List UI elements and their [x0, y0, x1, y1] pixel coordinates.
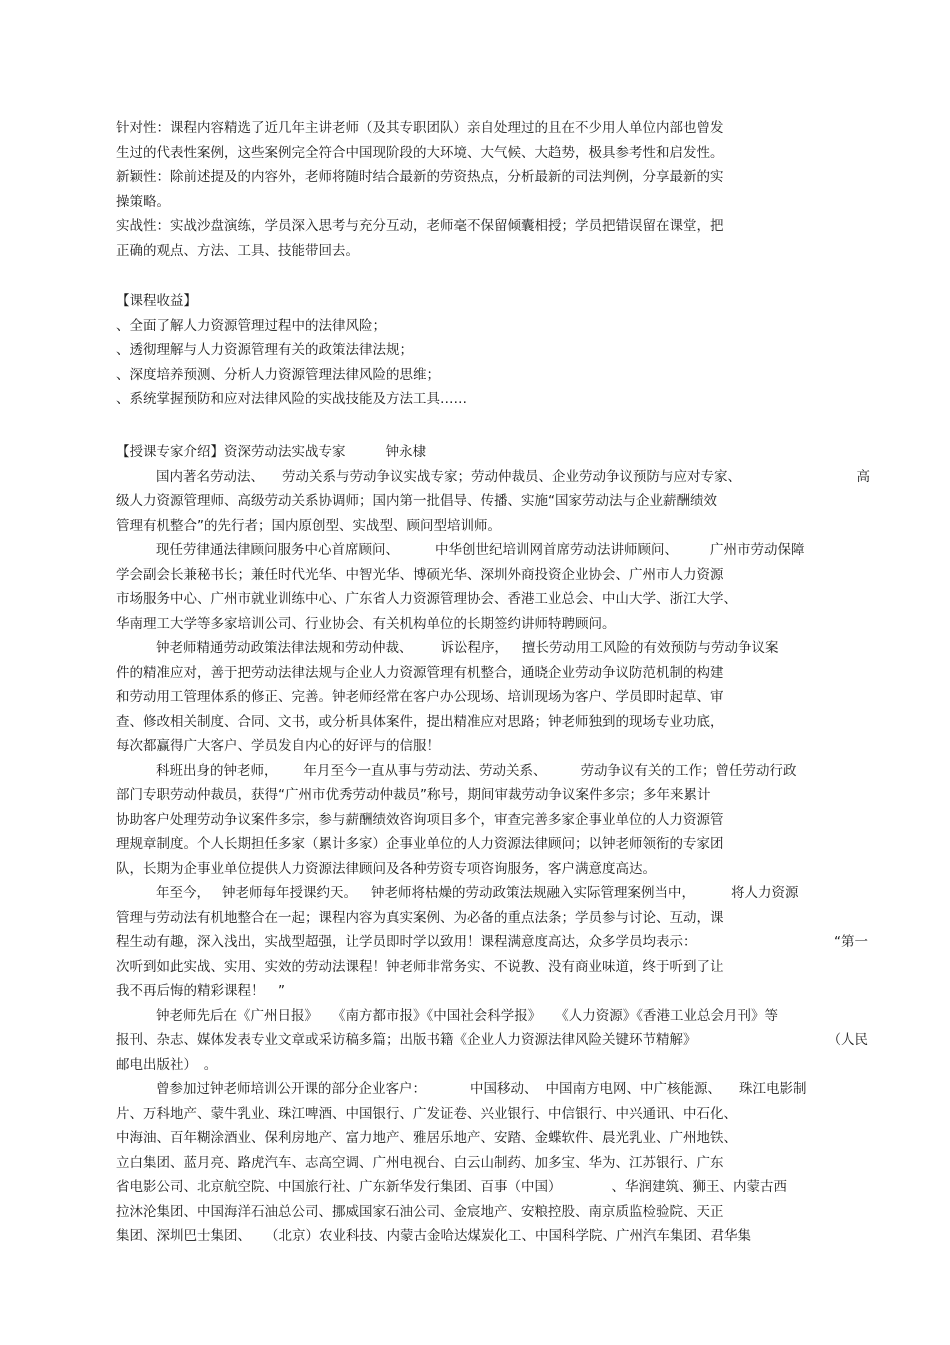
paragraph-line — [116, 759, 876, 784]
section-heading — [116, 440, 876, 465]
paragraph-line: 队，长期为企事业单位提供人力资源法律顾问及各种劳资专项咨询服务，客户满意度高达。 — [116, 860, 656, 877]
text-span: 、华润建筑、狮王、内蒙古西 — [611, 1179, 787, 1195]
feature-line: 操策略。 — [116, 193, 170, 210]
text-span: 曾参加过钟老师培训公开课的部分企业客户： — [156, 1081, 426, 1097]
paragraph-line: 拉沐沦集团、中国海洋石油总公司、挪威国家石油公司、金宸地产、安粮控股、南京质监检验院、天正 — [116, 1203, 724, 1220]
benefit-item: 、深度培养预测、分析人力资源管理法律风险的思维； — [116, 366, 440, 383]
text-span: （人民 — [827, 1032, 868, 1048]
paragraph-line — [116, 538, 876, 563]
text-span: “第一 — [834, 934, 868, 950]
text-span: 诉讼程序， — [440, 640, 508, 656]
paragraph-line — [116, 881, 876, 906]
expert-name: 钟永棣 — [385, 444, 426, 460]
paragraph-line: 片、万科地产、蒙牛乳业、珠江啤酒、中国银行、广发证卷、兴业银行、中信银行、中兴通讯、中石化、 — [116, 1105, 737, 1122]
paragraph-line: 每次都赢得广大客户、学员发自内心的好评与的信服！ — [116, 738, 440, 754]
paragraph-line: 管理与劳动法有机地整合在一起；课程内容为真实案例、为必备的重点法条；学员参与讨论、互动，课 — [116, 909, 724, 926]
text-span: 报刊、杂志、媒体发表专业文章或采访稿多篇；出版书籍《企业人力资源法律风险关键环节精解》 — [116, 1032, 697, 1048]
text-span: 钟老师将枯燥的劳动政策法规融入实际管理案例当中， — [371, 885, 695, 901]
benefit-item: 、系统掌握预防和应对法律风险的实战技能及方法工具…… — [116, 391, 467, 407]
expert-heading: 【授课专家介绍】资深劳动法实战专家 — [116, 444, 346, 460]
text-span: 中国移动、 — [470, 1081, 538, 1097]
paragraph-line — [116, 1004, 876, 1029]
section-heading: 【课程收益】 — [116, 293, 197, 309]
paragraph-line: 市场服务中心、广州市就业训练中心、广东省人力资源管理协会、香港工业总会、中山大学、浙江大学、 — [116, 591, 737, 607]
course-benefits — [116, 289, 876, 412]
paragraph-line — [116, 930, 868, 955]
text-span: 钟老师每年授课约天。 — [222, 885, 357, 901]
text-span: 省电影公司、北京航空院、中国旅行社、广东新华发行集团、百事（中国） — [116, 1179, 562, 1195]
paragraph-line: 次听到如此实战、实用、实效的劳动法课程！钟老师非常务实、不说教、没有商业味道，终于听到了让 — [116, 958, 724, 975]
paragraph-line: 学会副会长兼秘书长；兼任时代光华、中智光华、博硕光华、深圳外商投资企业协会、广州市人力资源 — [116, 566, 724, 583]
text-span: 程生动有趣，深入浅出，实战型超强，让学员即时学以致用！课程满意度高达，众多学员均表示： — [116, 934, 697, 950]
benefit-item: 、透彻理解与人力资源管理有关的政策法律法规； — [116, 342, 413, 358]
text-span: 珠江电影制 — [739, 1081, 807, 1097]
feature-line: 新颖性：除前述提及的内容外，老师将随时结合最新的劳资热点，分析最新的司法判例，分享最新的实 — [116, 169, 724, 185]
paragraph-line: 中海油、百年糊涂酒业、保利房地产、富力地产、雅居乐地产、安踏、金蝶软件、晨光乳业、广州地铁、 — [116, 1130, 737, 1146]
text-span: 年月至今一直从事与劳动法、劳动关系、 — [303, 762, 547, 779]
paragraph-line: 和劳动用工管理体系的修正、完善。钟老师经常在客户办公现场、培训现场为客户、学员即时起草、审 — [116, 689, 724, 705]
paragraph-line: 我不再后悔的精彩课程！ ” — [116, 983, 285, 999]
text-span: 劳动关系与劳动争议实战专家；劳动仲裁员、企业劳动争议预防与应对专家、 — [282, 468, 741, 485]
text-span: （北京）农业科技、内蒙古金哈达煤炭化工、中国科学院、广州汽车集团、君华集 — [265, 1228, 751, 1244]
feature-line: 生过的代表性案例，这些案例完全符合中国现阶段的大环境、大气候、大趋势，极具参考性和启发性。 — [116, 144, 724, 161]
course-features — [116, 116, 876, 263]
paragraph-line: 立白集团、蓝月亮、路虎汽车、志高空调、广州电视台、白云山制药、加多宝、华为、江苏银行、广东 — [116, 1154, 724, 1171]
text-span: 集团、深圳巴士集团、 — [116, 1228, 251, 1244]
text-span: 广州市劳动保障 — [710, 542, 805, 558]
paragraph-line: 华南理工大学等多家培训公司、行业协会、有关机构单位的长期签约讲师特聘顾问。 — [116, 615, 616, 632]
paragraph-line: 级人力资源管理师、高级劳动关系协调师；国内第一批倡导、传播、实施“国家劳动法与企业薪酬绩效 — [116, 493, 717, 509]
paragraph-line: 件的精准应对，善于把劳动法律法规与企业人力资源管理有机整合，通晓企业劳动争议防范机制的构建 — [116, 664, 724, 681]
text-span: 《南方都市报》《中国社会科学报》 — [332, 1007, 542, 1024]
paragraph-line — [116, 1028, 868, 1053]
paragraph-line: 查、修改相关制度、合同、文书，或分析具体案件，提出精准应对思路；钟老师独到的现场专业功底， — [116, 713, 724, 730]
text-span: 年至今， — [156, 885, 210, 901]
text-span: 国内著名劳动法、 — [156, 468, 264, 485]
text-span: 科班出身的钟老师， — [156, 762, 278, 779]
paragraph-line: 部门专职劳动仲裁员，获得“广州市优秀劳动仲裁员”称号，期间审裁劳动争议案件多宗；多年来累计 — [116, 787, 711, 803]
feature-line: 正确的观点、方法、工具、技能带回去。 — [116, 242, 359, 259]
paragraph-line — [116, 1224, 876, 1249]
paragraph-line: 理规章制度。个人长期担任多家（累计多家）企事业单位的人力资源法律顾问；以钟老师领衔的专家团 — [116, 836, 724, 852]
paragraph-line — [116, 1175, 876, 1200]
text-span: 擅长劳动用工风险的有效预防与劳动争议案 — [522, 640, 779, 656]
text-span: 现任劳律通法律顾问服务中心首席顾问、 — [156, 542, 399, 558]
paragraph-line — [116, 1077, 876, 1102]
paragraph-line — [116, 465, 870, 490]
text-span: 钟老师先后在《广州日报》 — [156, 1007, 318, 1024]
benefit-item: 、全面了解人力资源管理过程中的法律风险； — [116, 317, 386, 334]
feature-line: 实战性：实战沙盘演练，学员深入思考与充分互动，老师毫不保留倾囊相授；学员把错误留在课堂，把 — [116, 218, 724, 234]
text-span: 高 — [856, 468, 870, 485]
feature-line: 针对性：课程内容精选了近几年主讲老师（及其专职团队）亲自处理过的且在不少用人单位内部也曾发 — [116, 120, 724, 136]
text-span: 《人力资源》《香港工业总会月刊》等 — [555, 1007, 778, 1024]
text-span: 中国南方电网、中广核能源、 — [545, 1081, 721, 1097]
text-span: 钟老师精通劳动政策法律法规和劳动仲裁、 — [156, 640, 413, 656]
text-span: 劳动争议有关的工作；曾任劳动行政 — [580, 762, 797, 779]
paragraph-line: 管理有机整合”的先行者；国内原创型、实战型、顾问型培训师。 — [116, 517, 501, 534]
expert-intro — [116, 440, 876, 1249]
paragraph-line: 协助客户处理劳动争议案件多宗，参与薪酬绩效咨询项目多个，审查完善多家企事业单位的人力资源管 — [116, 811, 724, 828]
text-span: 中华创世纪培训网首席劳动法讲师顾问、 — [435, 542, 678, 558]
paragraph-line — [116, 636, 876, 661]
paragraph-line: 邮电出版社） 。 — [116, 1056, 218, 1073]
text-span: 将人力资源 — [731, 885, 799, 901]
